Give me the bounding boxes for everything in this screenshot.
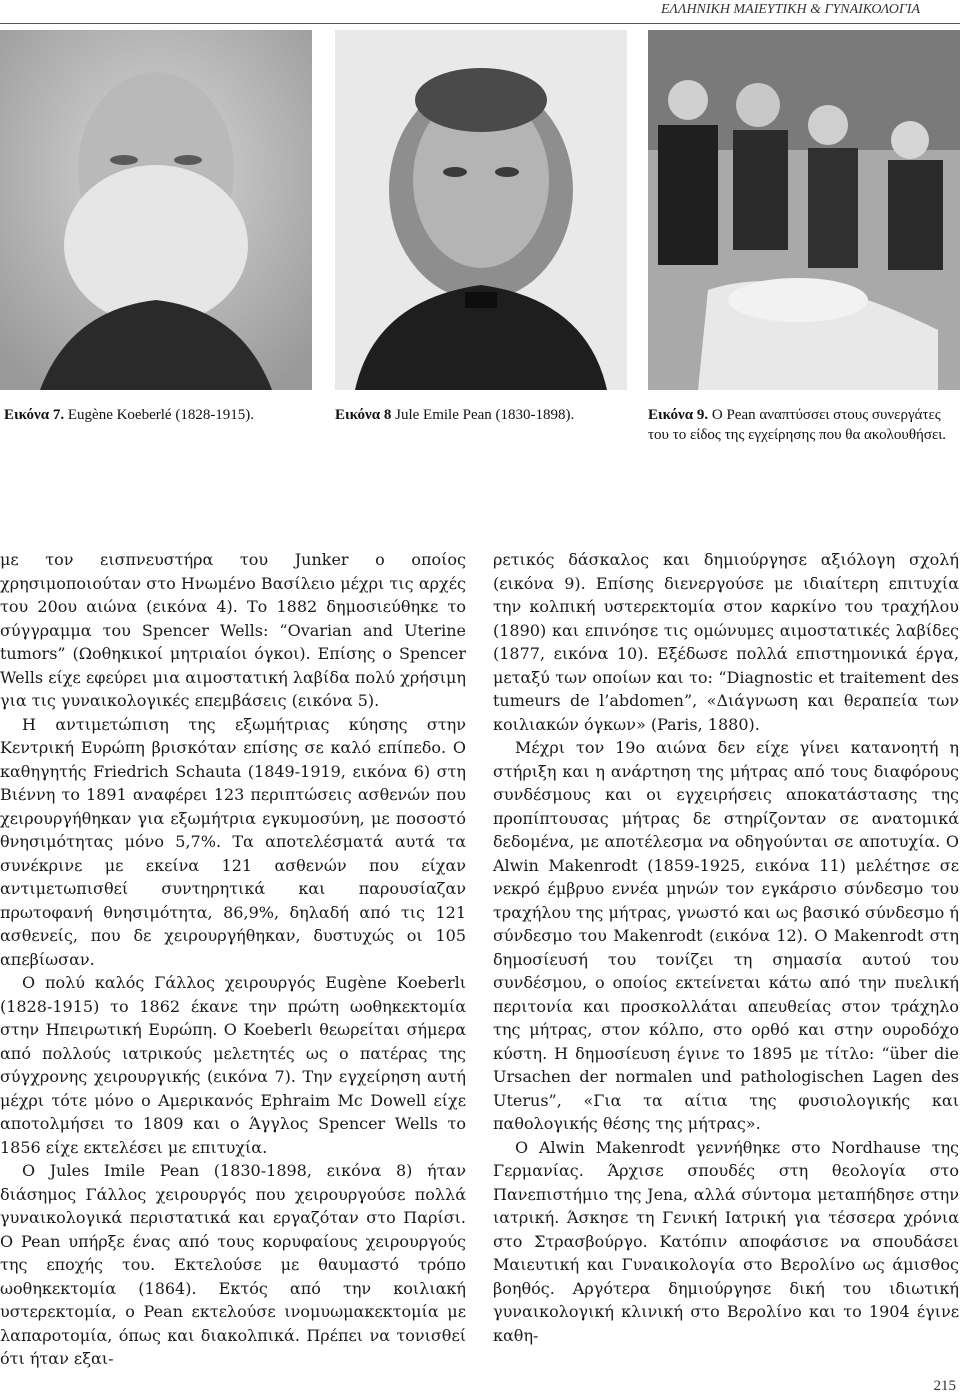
page-number: 215 [933,1378,956,1394]
paragraph: Μέχρι τον 19ο αιώνα δεν είχε γίνει κατανοητή η στήριξη και η ανάρτηση της μήτρας από τους διαφόρους συνδέσμους και οι εγχειρήσεις αποκατάστασης της προπίπτουσας μήτρας δε στηρίζονταν σε ανατομικά δεδομένα, με αποτέλεσμα να οδηγούνται σε αποτυχία. O Alwin Makenrodt (1859-1925, εικόνα 11) μελέτησε σε νεκρό έμβρυο εννέα μηνών τον εγκάρσιο σύνδεσμο του τραχήλου της μήτρας, γνωστό και ως βασικό σύνδεσμο ή σύνδεσμο του Makenrodt (εικόνα 12). O Makenrodt στη δημοσίευσή του τονίζει τη σημασία αυτού του συνδέσμου, ο οποίος εκτείνεται κάτω από την πυελική περιτονία και προσκολλάται απευθείας στον τράχηλο της μήτρας, στον κόλπο, στο ορθό και στην ουροδόχο κύστη. Η δημοσίευση έγινε το 1895 με τίτλο: “über die Ursachen der normalen und pathologischen Lagen des Uterus”, «Για τα αίτια της φυσιολογικής και παθολογικής θέσης της μήτρας». [493,738,959,1133]
right-text-column [493,548,959,1347]
figure-9-caption [648,405,948,445]
figure-8-caption [335,405,635,425]
portrait-koeberle-image [0,30,312,390]
figure-8-label: Εικόνα 8 [335,407,392,423]
figure-8-caption-text: Jule Emile Pean (1830-1898). [391,407,575,423]
paragraph: με τον εισπνευστήρα του Junker ο οποίος χρησιμοποιούταν στο Ηνωμένο Βασίλειο μέχρι τις αρχές του 20ου αιώνα (εικόνα 4). Το 1882 δημοσιεύθηκε το σύγγραμμα του Spencer Wells: “Ovarian and Uterine tumors” (Ωοθηκικοί μητριαίοι όγκοι). Επίσης ο Spencer Wells είχε εφεύρει μια αιμοστατική λαβίδα πολύ χρήσιμη για τις γυναικολογικές επεμβάσεις (εικόνα 5). [0,550,466,710]
figure-7-caption-text: Eugène Koeberlé (1828-1915). [64,407,255,423]
journal-header [0,0,960,22]
header-divider [0,23,960,24]
paragraph: ρετικός δάσκαλος και δημιούργησε αξιόλογη σχολή (εικόνα 9). Επίσης διενεργούσε με ιδιαίτερη επιτυχία την κολπική υστερεκτομία στον καρκίνο του τραχήλου (1890) και επινόησε τις ομώνυμες αιμοστατικές λαβίδες (1877, εικόνα 10). Εξέδωσε πολλά επιστημονικά έργα, μεταξύ των οποίων και το: “Diagnostic et traitement des tumeurs de l’abdomen”, «Διάγνωση και θεραπεία των κοιλιακών όγκων» (Paris, 1880). [493,550,959,734]
paragraph: Η αντιμετώπιση της εξωμήτριας κύησης στην Κεντρική Ευρώπη βρισκόταν επίσης σε καλό επίπεδο. Ο καθηγητής Friedrich Schauta (1849-1919, εικόνα 6) στη Βιέννη το 1891 αναφέρει 123 περιπτώσεις ασθενών που χειρουργήθηκαν για εξωμήτρια εγκυμοσύνη, με ποσοστό θνησιμότητας μόνο 5,7%. Τα αποτελέσματά αυτά τα συνέκρινε με εκείνα 121 ασθενών που είχαν αντιμετωπισθεί συντηρητικά και παρουσίαζαν πρωτοφανή θνησιμότητα, 86,9%, δηλαδή από τις 121 ασθενείς, που δε χειρουργήθηκαν, δυστυχώς οι 105 απεβίωσαν. [0,714,466,969]
paragraph: Ο πολύ καλός Γάλλος χειρουργός Eugène Koeberlι (1828-1915) το 1862 έκανε την πρώτη ωοθηκεκτομία στην Ηπειρωτική Ευρώπη. O Koeberlι θεωρείται σήμερα από πολλούς ιατρικούς μελετητές ως ο πατέρας της σύγχρονης χειρουργικής (εικόνα 7). Την εγχείρηση αυτή μέχρι τότε μόνο ο Αμερικανός Ephraim Mc Dowell είχε αποτολμήσει το 1809 και ο Άγγλος Spencer Wells το 1856 είχε εκτελέσει με επιτυχία. [0,973,466,1157]
figure-7-caption [4,405,324,425]
portrait-pean-image [335,30,627,390]
paragraph: O Alwin Makenrodt γεννήθηκε στο Nordhause της Γερμανίας. Άρχισε σπουδές στη θεολογία στο Πανεπιστήμιο της Jena, αλλά σύντομα μεταπήδησε στην ιατρική. Άσκησε τη Γενική Ιατρική για τέσσερα χρόνια στο Στρασβούργο. Κατόπιν αποφάσισε να σπουδάσει Μαιευτική και Γυναικολογία στο Βερολίνο ως άμισθος βοηθός. Αργότερα δημιούργησε δική του ιδιωτική γυναικολογική κλινική στο Βερολίνο και το 1904 έγινε καθη- [493,1137,959,1345]
left-text-column [0,548,466,1371]
figure-7-label: Εικόνα 7. [4,407,65,423]
journal-title: ΕΛΛΗΝΙΚΗ ΜΑΙΕΥΤΙΚΗ & ΓΥΝΑΙΚΟΛΟΓΙΑ [660,2,920,17]
figure-8-portrait [335,30,627,390]
figure-7-portrait [0,30,312,390]
operation-scene-image [648,30,960,390]
figure-9-label: Εικόνα 9. [648,407,709,423]
figure-9-caption-text: O Pean αναπτύσσει στους συνεργάτες του το είδος της εγχείρησης που θα ακολουθήσει. [648,407,947,443]
figure-9-painting [648,30,960,390]
paragraph: O Jules Imile Pean (1830-1898, εικόνα 8) ήταν διάσημος Γάλλος χειρουργός που χειρουργούσε πολλά γυναικολογικά περιστατικά και εργαζόταν στο Παρίσι. Ο Pean υπήρξε ένας από τους κορυφαίους χειρουργούς της εποχής του. Εκτελούσε με θαυμαστό τρόπο ωοθηκεκτομία (1864). Εκτός από την κοιλιακή υστερεκτομία, o Pean εκτελούσε ινομυωμακεκτομία με λαπαροτομία, όπως και διακολπικά. Πρέπει να τονισθεί ότι ήταν εξαι- [0,1161,466,1368]
